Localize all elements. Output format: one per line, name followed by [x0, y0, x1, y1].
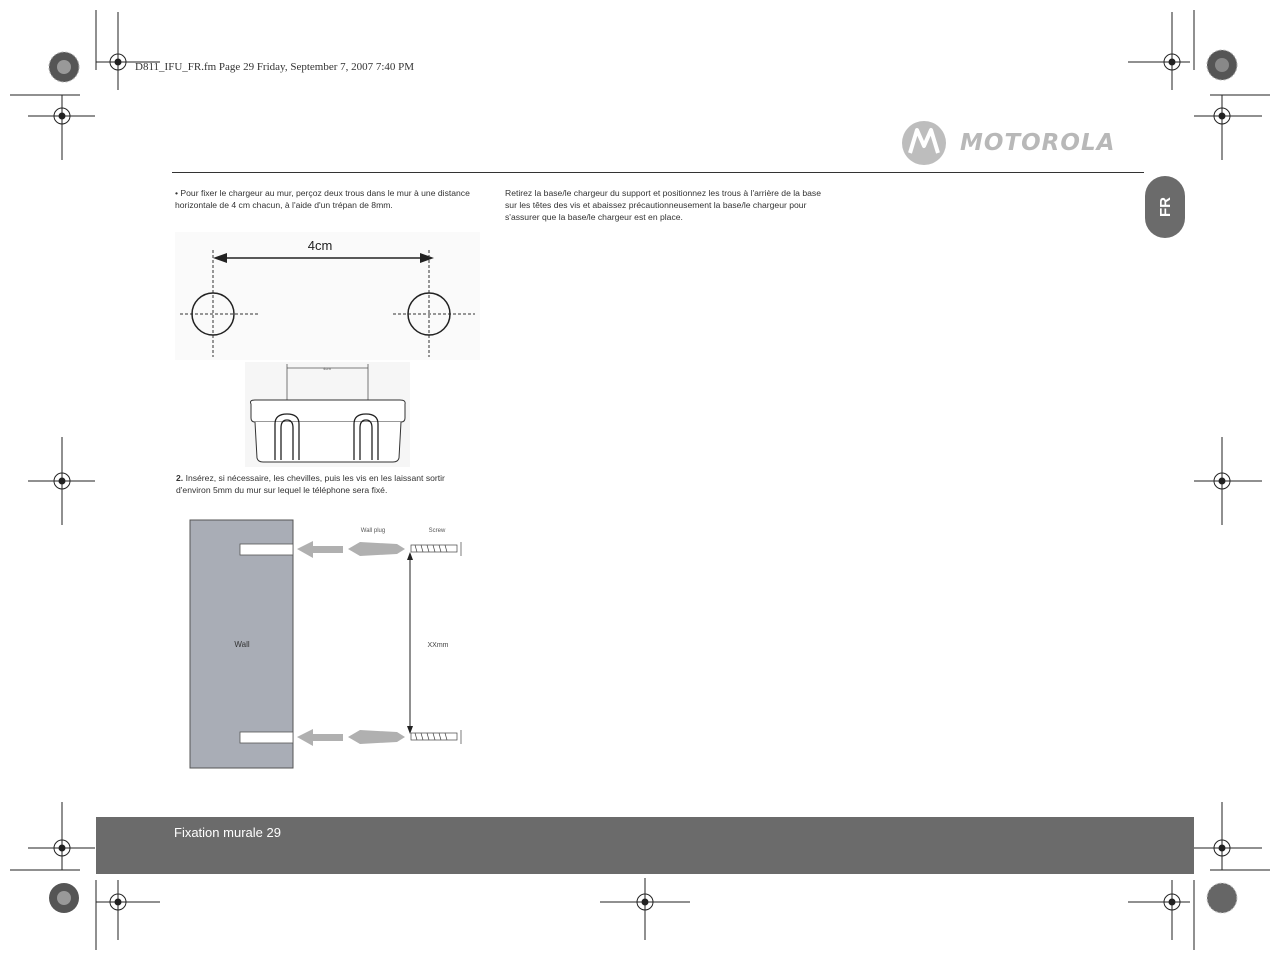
step-3-text: Retirez la base/le chargeur du support et positionnez les trous à l'arrière de la base sur les têtes des vis et abaissez précautionneusement la base/le chargeur pour s'assurer que la base/le chargeur est en place.: [505, 188, 821, 222]
spacing-label: XXmm: [427, 642, 449, 649]
color-wheel-icon: [49, 883, 79, 913]
color-wheel-icon: [1207, 883, 1237, 913]
language-tab-label: FR: [1156, 197, 1174, 217]
color-wheel-icon: [1207, 50, 1237, 80]
screw-label: Screw: [428, 528, 446, 534]
base-diagram: [245, 362, 410, 467]
footer-bar: [96, 817, 1194, 874]
step-2-body: Insérez, si nécessaire, les chevilles, puis les vis en les laissant sortir d'environ 5mm du mur sur lequel le téléphone sera fixé.: [176, 473, 445, 495]
base-distance-label: 4cm: [323, 366, 331, 371]
bullet: •: [175, 188, 179, 198]
wall-label: Wall: [234, 640, 250, 649]
step-2-number: 2.: [176, 473, 184, 483]
brand-name: MOTOROLA: [960, 130, 1116, 156]
language-tab: [1145, 176, 1185, 238]
step-1-body: Pour fixer le chargeur au mur, perçoz deux trous dans le mur à une distance horizontale de 4 cm chacun, à l'aide d'un trépan de 8mm.: [175, 188, 470, 210]
wall-plug-diagram: [185, 518, 470, 770]
color-wheel-icon: [49, 52, 79, 82]
brand-logo: [900, 118, 1150, 168]
holes-distance-label: 4cm: [307, 238, 333, 253]
holes-diagram: [175, 232, 480, 360]
wallplug-label: Wall plug: [360, 528, 386, 534]
motorola-logo-icon: [900, 118, 950, 168]
print-header-line: D811_IFU_FR.fm Page 29 Friday, September 7, 2007 7:40 PM: [135, 61, 415, 73]
header-rule: [172, 172, 1144, 173]
footer-page-label: Fixation murale 29: [174, 825, 281, 840]
step-2-text: [176, 472, 476, 496]
step-1-text: [175, 187, 495, 211]
